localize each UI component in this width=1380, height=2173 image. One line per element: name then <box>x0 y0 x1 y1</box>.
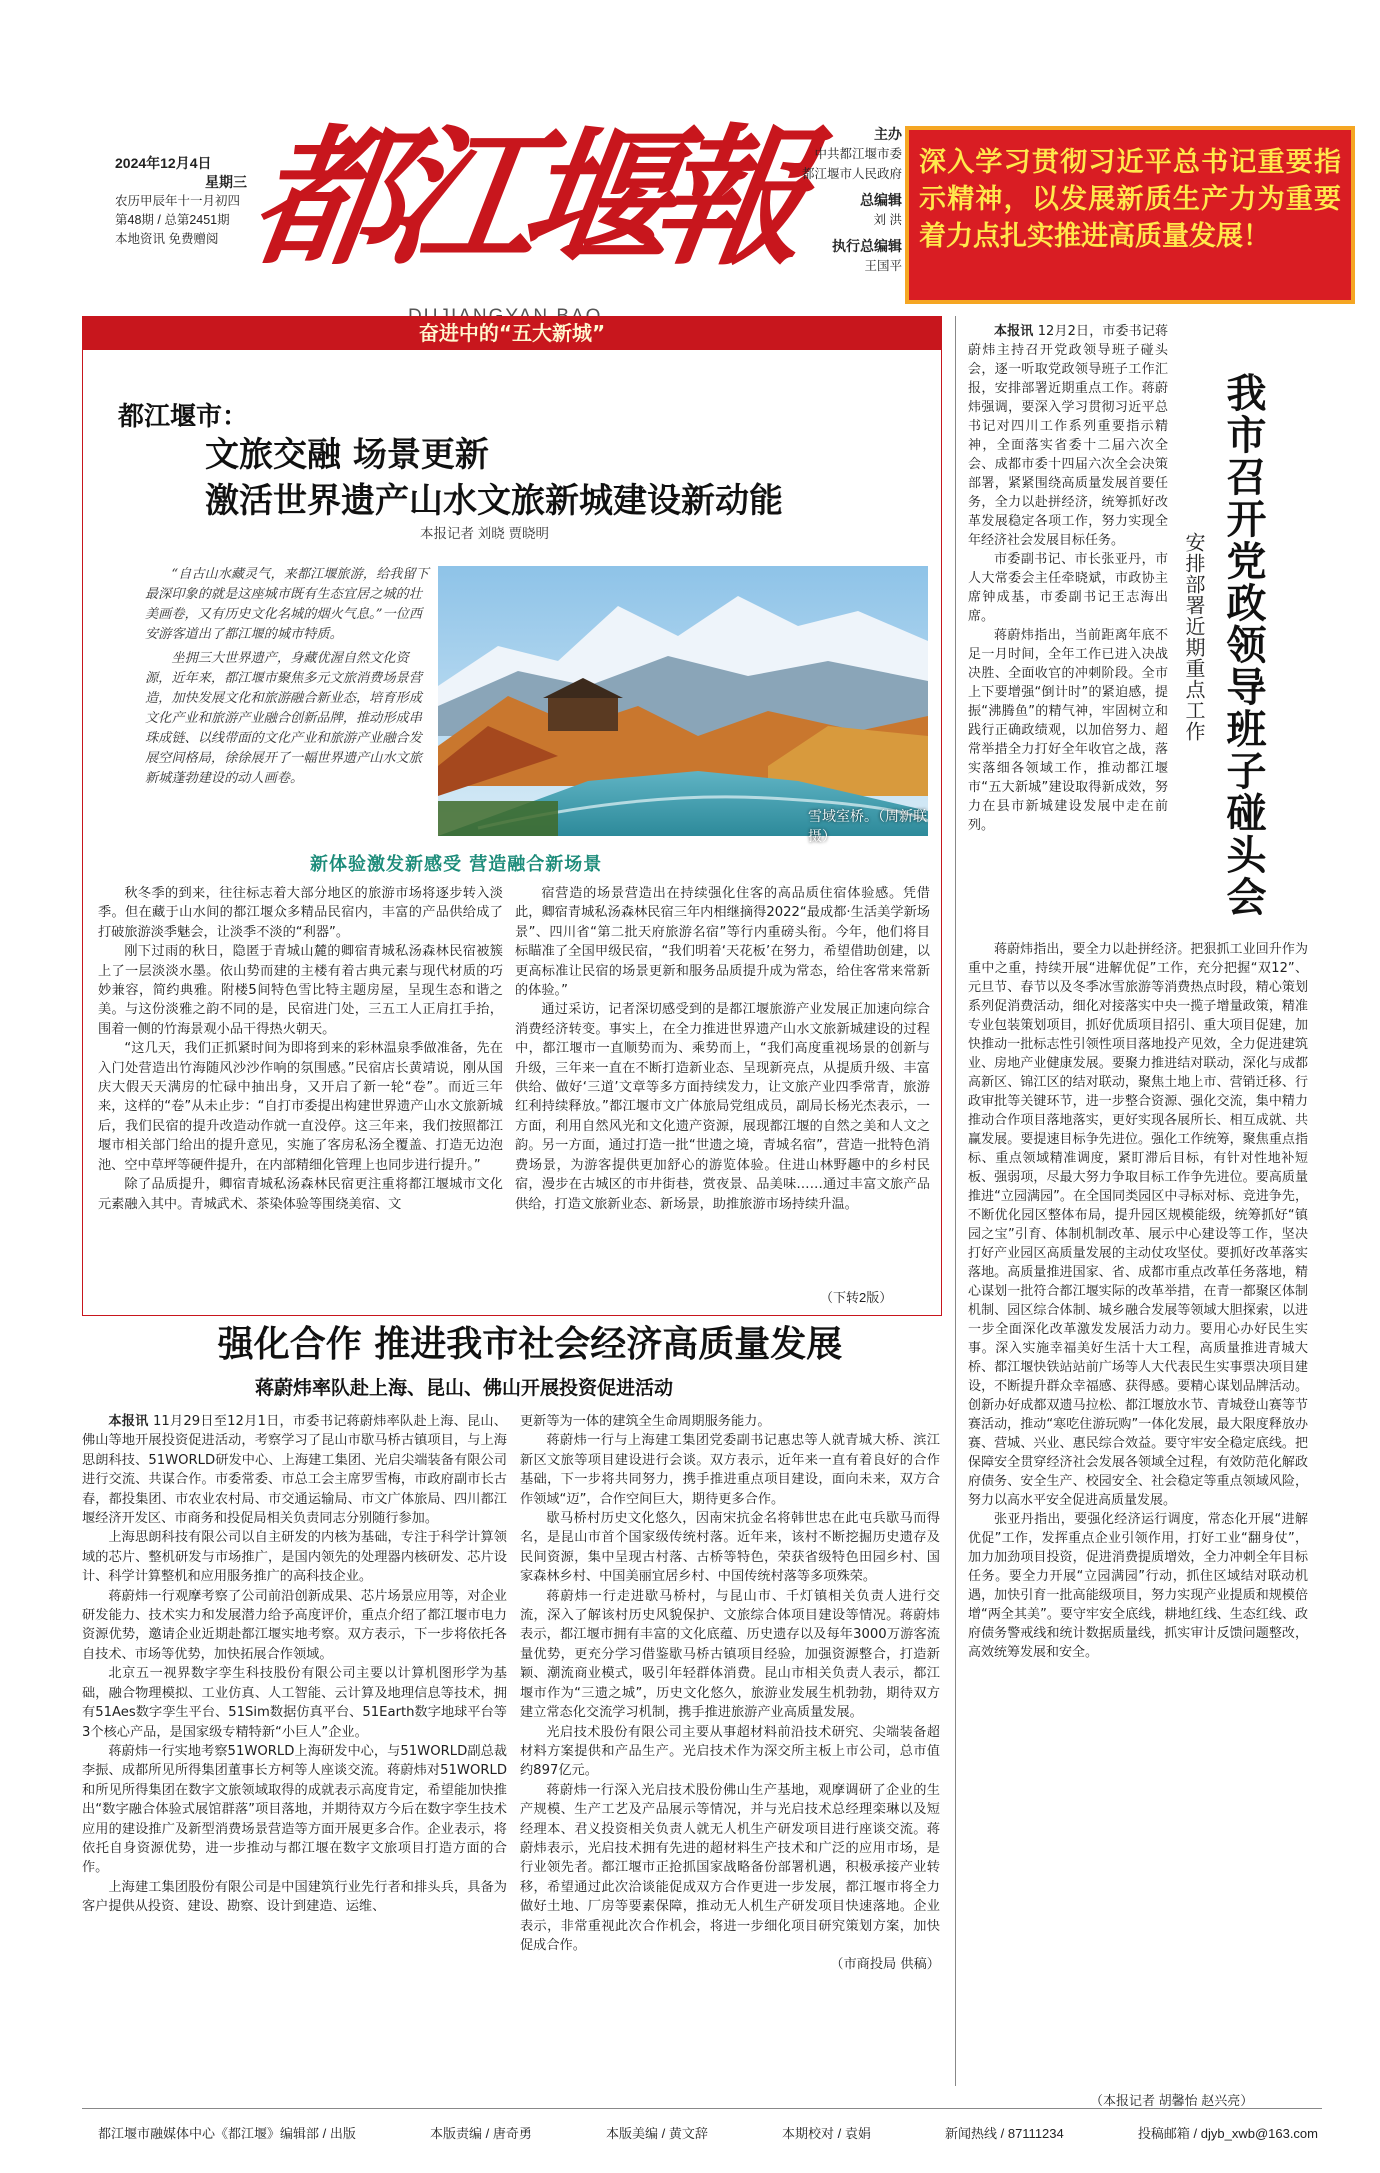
body-paragraph <box>968 322 1168 550</box>
body-paragraph: 蒋蔚炜指出，要全力以赴拼经济。把狠抓工业回升作为重中之重，持续开展“进解优促”工作，充分把握“双12”、元旦节、春节以及冬季冰雪旅游等消费热点时段，精心策划系列促消费活动，细化对接落实中央一揽子增量政策，精准专业包装策划项目，抓好优质项目招引、重大项目促建，加快推动一批标志性引领性项目落地投产见效，全力促进建筑业、房地产业健康发展。要聚力推进结对联动，深化与成都高新区、锦江区的结对联动，聚焦土地上市、营销迁移、行政审批等关键环节，进一步整合资源、强化交流，集中精力推动合作项目落地落实，更好实现各展所长、相互成就、共赢发展。要提速目标争先进位。强化工作统筹，聚焦重点指标、重点领域精准调度，紧盯滞后目标，有针对性地补短板、强弱项，尽最大努力争取目标工作争先进位。要高质量推进“立园满园”。在全国同类园区中寻标对标、竞进争先，不断优化园区整体布局，提升园区规模能级，统筹抓好“镇园之宝”引育、体制机制改革、展示中心建设等工作，坚决打好产业园区高质量发展的主动仗攻坚仗。要抓好改革落实落地。高质量推进国家、省、成都市重点改革任务落地，精心谋划一批符合都江堰实际的改革举措，在青一都聚区体制机制、园区综合体制、城乡融合发展等领域大胆探索，以进一步全面深化改革激发发展活力动力。要用心办好民生实事。深入实施幸福美好生活十大工程，高质量推进青城大桥、都江堰快铁站站前广场等人大代表民生实事票决项目建设，不断提升群众幸福感、获得感。要精心谋划品牌活动。创新办好成都双遗马拉松、都江堰放水节、青城登山赛等节赛活动，推动“寒吃住游玩购”一体化发展，最大限度释放办赛、营城、兴业、惠民综合效益。要守牢安全稳定底线。把保障安全贯穿经济社会发展各领域全过程，有效防范化解政府债务、安全生产、校园安全、社会稳定等重点领域风险，努力以高水平安全促进高质量发展。 <box>968 942 1308 1508</box>
sponsor-1: 中共都江堰市委 <box>814 147 902 161</box>
investment-column-1 <box>82 1412 507 1917</box>
body-paragraph: 更新等为一体的建筑全生命周期服务能力。 <box>520 1414 771 1429</box>
feature-column-1 <box>98 884 503 1214</box>
meeting-body <box>968 940 1308 1662</box>
footer-hotline: 新闻热线 / 87111234 <box>945 2126 1064 2141</box>
meeting-byline: （本报记者 胡馨怡 赵兴亮） <box>1090 2093 1254 2108</box>
body-paragraph: 上海思朗科技有限公司以自主研发的内核为基础，专注于科学计算领域的芯片、整机研发与市场推广，是国内领先的处理器内核研发、芯片设计、科学计算整机和应用服务推广的高科技企业。 <box>82 1530 507 1585</box>
feature-column-2 <box>515 884 930 1214</box>
issue-date: 2024年12月4日 <box>115 155 212 171</box>
feature-byline: 本报记者 刘晓 贾晓明 <box>420 526 550 541</box>
feature-lead <box>145 565 435 793</box>
scenic-photo <box>438 566 928 845</box>
body-paragraph: “这几天，我们正抓紧时间为即将到来的彩林温泉季做准备，先在入门处营造出竹海随风沙沙作响的氛围感。”民宿店长黄靖说，刚从国庆大假天天满房的忙碌中抽出身，又开启了新一轮“卷”。而近三年来，这样的“卷”从未止步：“自打市委提出构建世界遗产山水文旅新城后，我们民宿的提升改造动作就一直没停。这三年来，我们按照都江堰市相关部门给出的提升意见，实施了客房私汤全覆盖、打造无边泡池、空中草坪等硬件提升，在内部精细化管理上也同步进行提升。” <box>98 1041 503 1173</box>
article-kicker: 都江堰市： <box>118 402 249 432</box>
continued-note: （下转2版） <box>820 1290 893 1305</box>
footer <box>98 2123 1318 2142</box>
investment-headline: 强化合作 推进我市社会经济高质量发展 <box>217 1324 843 1365</box>
body-paragraph: 秋冬季的到来，往往标志着大部分地区的旅游市场将逐步转入淡季。但在藏于山水间的都江堰众多精品民宿内，丰富的产品供给成了打破旅游淡季魅会，让淡季不淡的“利器”。 <box>98 886 503 940</box>
footer-rule <box>82 2108 1322 2109</box>
body-paragraph: 除了品质提升，卿宿青城私汤森林民宿更注重将都江堰城市文化元素融入其中。青城武术、茶染体验等围绕美宿、文 <box>98 1177 503 1212</box>
photo-caption: 雪域室桥。（周新联 摄） <box>808 809 927 845</box>
news-flash-label: 本报讯 <box>994 324 1034 339</box>
body-paragraph: 刚下过雨的秋日，隐匿于青城山麓的卿宿青城私汤森林民宿被簇上了一层淡淡水墨。依山势而建的主楼有着古典元素与现代材质的巧妙兼容，简约典雅。附楼5间特色雪比特主题房屋，呈现生态和谐之美。与这份淡雅之韵不同的是，民宿进门处，三五工人正肩扛手抬，围着一侧的竹海景观小品干得热火朝天。 <box>98 944 503 1037</box>
body-paragraph: 市委副书记、市长张亚丹，市人大常委会主任牵晓斌，市政协主席钟成基，市委副书记王志海出席。 <box>968 552 1168 624</box>
masthead-credits <box>762 124 902 276</box>
body-paragraph: 蒋蔚炜指出，当前距离年底不足一月时间，全年工作已进入决战决胜、全面收官的冲刺阶段。全市上下要增强“倒计时”的紧迫感，提振“沸腾鱼”的精气神，牢固树立和践行正确政绩观，以加倍努力、超常举措全力打好全年收官之战，落实落细各领域工作，推动都江堰市“五大新城”建设取得新成效，努力在县市新城建设发展中走在前列。 <box>968 628 1168 833</box>
body-paragraph: 歇马桥村历史文化悠久，因南宋抗金名将韩世忠在此屯兵歇马而得名，是昆山市首个国家级传统村落。近年来，该村不断挖掘历史遗存及民间资源，集中呈现古村落、古桥等特色，荣获省级特色田园乡村、国家森林乡村、中国美丽宜居乡村、中国传统村落等多项殊荣。 <box>520 1511 940 1585</box>
headline-line-1: 文旅交融 场景更新 <box>205 435 489 475</box>
lead-paragraph: 坐拥三大世界遗产，身藏优渥自然文化资源，近年来，都江堰市聚焦多元文旅消费场景营造，加快发展文化和旅游融合新业态，培育形成文化产业和旅游产业融合创新品牌，推动形成串珠成链、以线带面的文化产业和旅游产业融合发展空间格局，徐徐展开了一幅世界遗产山水文旅新城蓬勃建设的动人画卷。 <box>145 651 422 786</box>
meeting-subheadline: 安排部署近期重点工作 <box>1182 532 1206 742</box>
news-flash-label: 本报讯 <box>108 1414 149 1429</box>
column-divider <box>955 316 956 2086</box>
exec-editor-label: 执行总编辑 <box>832 238 902 254</box>
feature-subhead: 新体验激发新感受 营造融合新场景 <box>310 854 603 875</box>
footer-proofreader: 本期校对 / 袁娟 <box>782 2126 871 2141</box>
slogan-text: 深入学习贯彻习近平总书记重要指示精神，以发展新质生产力为重要着力点扎实推进高质量发展！ <box>919 147 1341 252</box>
meeting-headline: 我市召开党政领导班子碰头会 <box>1220 372 1266 918</box>
issue-number: 第48期 / 总第2451期 <box>115 213 230 227</box>
exec-editor-name: 王国平 <box>864 259 902 273</box>
feature-headline <box>205 432 945 524</box>
lead-text: 12月2日，市委书记蒋蔚炜主持召开党政领导班子碰头会，逐一听取党政领导班子工作汇报，安排部署近期重点工作。蒋蔚炜强调，要深入学习贯彻习近平总书记对四川工作系列重要指示精神，全面落实省委十二届六次全会、成都市委十四届六次全会决策部署，紧紧围绕高质量发展首要任务，全力以赴拼经济，统筹抓好改革发展稳定各项工作，努力实现全年经济社会发展目标任务。 <box>968 324 1168 548</box>
footer-publisher: 都江堰市融媒体中心《都江堰》编辑部 / 出版 <box>98 2126 356 2141</box>
lead-paragraph: “自古山水藏灵气，来都江堰旅游，给我留下最深印象的就是这座城市既有生态宜居之城的壮美画卷，又有历史文化名城的烟火气息。”一位西安游客道出了都江堰的城市特质。 <box>145 567 429 642</box>
editor-label: 总编辑 <box>860 192 902 208</box>
body-paragraph: 通过采访，记者深切感受到的是都江堰旅游产业发展正加速向综合消费经济转变。事实上，在全力推进世界遗产山水文旅新城建设的过程中，都江堰市一直顺势而为、乘势而上，“我们高度重视场景的创新与升级，三年来一直在不断打造新业态、呈现新亮点，从提质升级、丰富供给、做好‘三道’文章等多方面持续发力，让文旅产业四季常青，旅游红利持续释放。”都江堰市文广体旅局党组成员，副局长杨光杰表示，一方面，利用自然风光和文化遗产资源，展现都江堰的自然之美和人文之韵。另一方面，通过打造一批“世遗之境，青城名宿”，营造一批特色消费场景，为游客提供更加舒心的游览体验。住进山林野趣中的乡村民宿，漫步在古城区的市井街巷，赏夜景、品美味……通过丰富文旅产品供给，打造文旅新业态、新场景，助推旅游市场持续升温。 <box>515 1002 930 1212</box>
body-paragraph: 蒋蔚炜一行实地考察51WORLD上海研发中心，与51WORLD副总裁李振、成都所见所得集团董事长方柯等人座谈交流。蒋蔚炜对51WORLD和所见所得集团在数字文旅领域取得的成就表示高度肯定，希望能加快推出“数字融合体验式展馆群落”项目落地，并期待双方今后在数字孪生技术应用的建设推广及新型消费场景营造等方面开展更多合作。企业表示，将依托自身资源优势，进一步推动与都江堰在数字文旅项目打造方面的合作。 <box>82 1743 507 1876</box>
lunar-date: 农历甲辰年十一月初四 <box>115 194 241 208</box>
meeting-intro <box>968 322 1168 835</box>
sponsor-label: 主办 <box>874 126 902 142</box>
body-paragraph: 蒋蔚炜一行与上海建工集团党委副书记惠忠等人就青城大桥、滨江新区文旅等项目建设进行会谈。双方表示，近年来一直有着良好的合作基础，下一步将共同努力，携手推进重点项目建设，面向未来，双方合作领域“迈”，合作空间巨大，期待更多合作。 <box>520 1433 940 1507</box>
investment-subheadline: 蒋蔚炜率队赴上海、昆山、佛山开展投资促进活动 <box>255 1377 674 1399</box>
distribution-note: 本地资讯 免费赠阅 <box>115 232 219 246</box>
body-paragraph: 蒋蔚炜一行观摩考察了公司前沿创新成果、芯片场景应用等，对企业研发能力、技术实力和发展潜力给予高度评价，重点介绍了都江堰市电力资源优势，邀请企业近期赴都江堰实地考察。双方表示，下一步将依托各自技术、市场等优势，加快拓展合作领域。 <box>82 1588 507 1662</box>
lead-text: 11月29日至12月1日，市委书记蒋蔚炜率队赴上海、昆山、佛山等地开展投资促进活动，考察学习了昆山市歇马桥古镇项目，与上海思朗科技、51WORLD研发中心、上海建工集团、光启尖端装备有限公司进行交流、共谋合作。市委常委、市总工会主席罗雪梅，市政府副市长古春，都投集团、市农业农村局、市交通运输局、市文广体旅局、四川都江堰经济开发区、市商务和投促局相关负责同志分别随行参加。 <box>82 1414 507 1527</box>
slogan-banner <box>905 126 1355 304</box>
body-paragraph: 上海建工集团股份有限公司是中国建筑行业先行者和排头兵，具备为客户提供从投资、建设、勘察、设计到建造、运维、 <box>82 1879 507 1915</box>
investment-column-2 <box>520 1412 940 1975</box>
body-paragraph: 光启技术股份有限公司主要从事超材料前沿技术研究、尖端装备超材料方案提供和产品生产。光启技术作为深交所主板上市公司，总市值约897亿元。 <box>520 1724 940 1779</box>
body-paragraph: 蒋蔚炜一行深入光启技术股份佛山生产基地，观摩调研了企业的生产规模、生产工艺及产品展示等情况，并与光启技术总经理栾琳以及短经理本、君义投资相关负责人就无人机生产研发项目进行座谈交流。蒋蔚炜表示，光启技术拥有先进的超材料生产技术和广泛的应用市场，是行业领先者。都江堰市正抢抓国家战略备份部署机遇，积极承接产业转移，希望通过此次洽谈能促成双方合作更进一步发展，都江堰市将全力做好土地、厂房等要素保障，推动无人机生产研发项目快速落地。企业表示，非常重视此次合作机会，将进一步细化项目研究策划方案，加快促成合作。 <box>520 1782 940 1953</box>
body-paragraph: 宿营造的场景营造出在持续强化住客的高品质住宿体验感。凭借此，卿宿青城私汤森林民宿三年内相继摘得2022“最成都·生活美学新场景”、四川省“第二批天府旅游名宿”等行内重磅头衔。今年，他们将目标瞄准了全国甲级民宿，“我们明着‘天花板’在努力，希望借助创建，以更高标准让民宿的场景更新和服务品质提升成为常态，给住客常来常新的体验。” <box>515 886 930 999</box>
footer-email: 投稿邮箱 / djyb_xwb@163.com <box>1137 2126 1318 2141</box>
sponsor-2: 都江堰市人民政府 <box>801 167 902 181</box>
footer-designer: 本版美编 / 黄文辞 <box>606 2126 708 2141</box>
body-paragraph: 蒋蔚炜一行走进歇马桥村，与昆山市、千灯镇相关负责人进行交流，深入了解该村历史风貌保护、文旅综合体项目建设等情况。蒋蔚炜表示，都江堰市拥有丰富的文化底蕴、历史遗存以及每年3000万游客流量优势，更充分学习借鉴歇马桥古镇项目经验，加强资源整合，打造新颖、潮流商业模式，吸引年轻群体消费。昆山市相关负责人表示，都江堰市作为“三遗之城”，历史文化悠久，旅游业发展生机勃勃，期待双方建立常态化交流学习机制，携手推进旅游产业高质量发展。 <box>520 1588 940 1721</box>
mountain-river-image <box>438 566 928 836</box>
issue-weekday: 星期三 <box>205 174 247 190</box>
editor-name: 刘 洪 <box>873 213 902 227</box>
source-credit: （市商投局 供稿） <box>830 1957 940 1973</box>
body-paragraph: 北京五一视界数字孪生科技股份有限公司主要以计算机图形学为基础，融合物理模拟、工业仿真、人工智能、云计算及地理信息等技术，拥有51Aes数字孪生平台、51Sim数据仿真平台、51Earth数字地球平台等3个核心产品，是国家级专精特新“小巨人”企业。 <box>82 1666 507 1740</box>
headline-line-2: 激活世界遗产山水文旅新城建设新动能 <box>205 481 783 521</box>
body-paragraph <box>82 1412 507 1528</box>
newspaper-title: 都江堰報 <box>242 110 803 286</box>
body-paragraph: 张亚丹指出，要强化经济运行调度，常态化开展“进解优促”工作，发挥重点企业引领作用，打好工业“翻身仗”，加力加劲项目投资，促进消费提质增效，全力冲刺全年目标任务。要全力开展“立园满园”行动，抓住区域结对联动机遇，加快引育一批高能级项目，努力实现产业提质和规模倍增“两全其美”。要守牢安全底线，耕地红线、生态红线、政府债务警戒线和统计数据质量线，抓实审计反馈问题整改，高效统筹发展和安全。 <box>968 1512 1308 1660</box>
footer-editor: 本版责编 / 唐奇勇 <box>430 2126 532 2141</box>
section-header: 奋进中的“五大新城” <box>82 316 942 350</box>
